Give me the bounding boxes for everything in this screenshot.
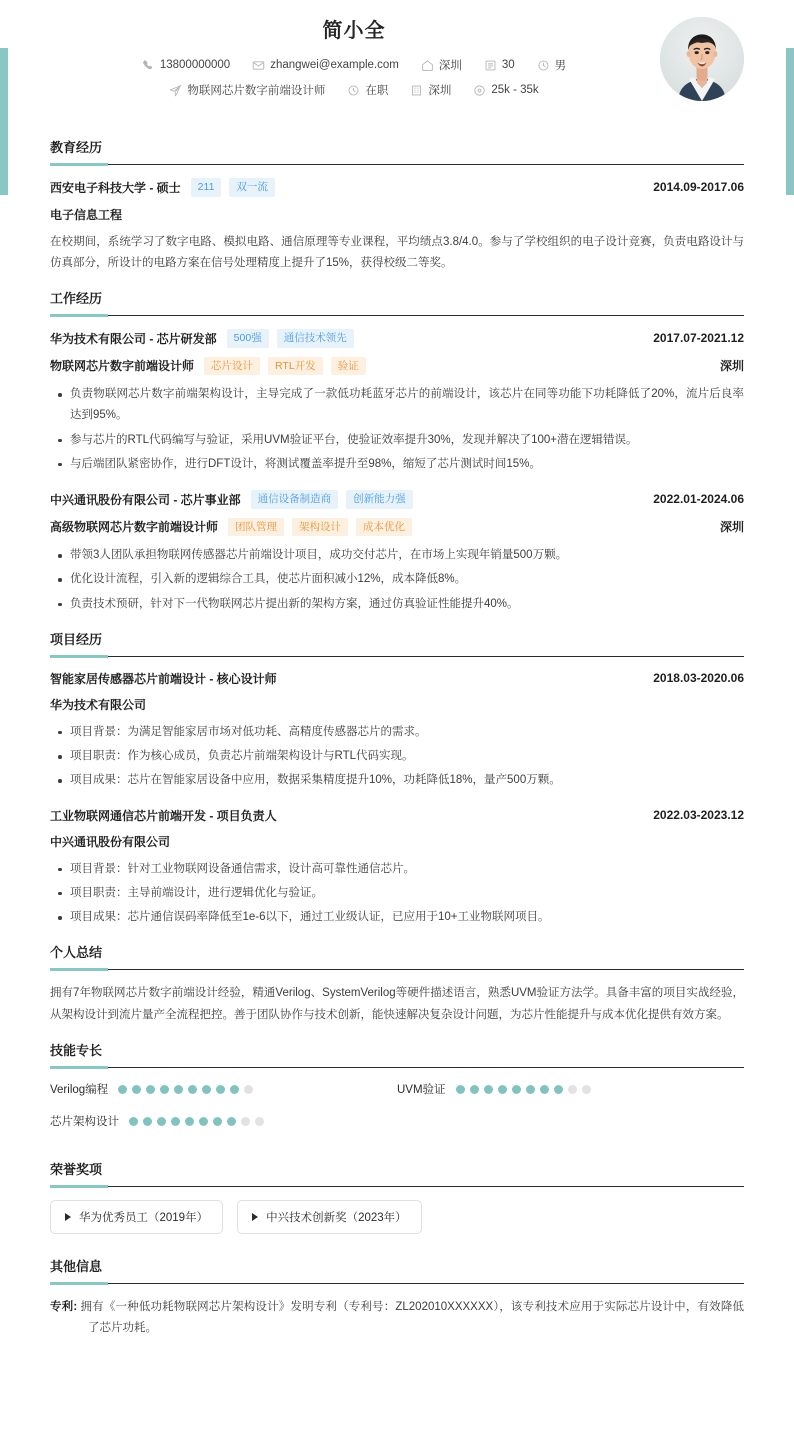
section-header-work xyxy=(50,288,744,316)
section-rule-accent xyxy=(50,1282,108,1285)
work-position: 物联网芯片数字前端设计师 xyxy=(50,359,195,374)
skill-dot-filled xyxy=(498,1085,507,1094)
job-salary-text: 25k - 35k xyxy=(491,84,539,96)
education-entry xyxy=(50,178,744,274)
section-header-skills xyxy=(50,1040,744,1068)
section-honors xyxy=(50,1159,744,1242)
section-education xyxy=(50,137,744,274)
job-city xyxy=(410,82,451,98)
job-info-row xyxy=(50,82,744,98)
section-header-projects xyxy=(50,629,744,657)
skill-dot-filled xyxy=(202,1085,211,1094)
work-position-row xyxy=(50,357,744,376)
section-projects xyxy=(50,629,744,929)
work-position-row xyxy=(50,518,744,537)
skill-dot-filled xyxy=(484,1085,493,1094)
honor-item[interactable] xyxy=(50,1200,223,1234)
project-name: 智能家居传感器芯片前端设计 - 核心设计师 xyxy=(50,671,277,686)
education-date: 2014.09-2017.06 xyxy=(653,180,744,195)
skill-dot-filled xyxy=(512,1085,521,1094)
work-company-tag: 通信技术领先 xyxy=(277,329,354,348)
work-company-tag: 通信设备制造商 xyxy=(251,490,339,509)
work-bullet: 负责技术预研，针对下一代物联网芯片提出新的架构方案，通过仿真验证性能提升40%。 xyxy=(50,594,744,615)
honor-label: 华为优秀员工（2019年） xyxy=(79,1212,209,1225)
work-bullet: 优化设计流程，引入新的逻辑综合工具，使芯片面积减小12%，成本降低8%。 xyxy=(50,569,744,590)
section-rule xyxy=(50,164,744,165)
skill-dot-filled xyxy=(188,1085,197,1094)
project-bullet: 项目背景：为满足智能家居市场对低功耗、高精度传感器芯片的需求。 xyxy=(50,722,744,743)
work-entry xyxy=(50,329,744,475)
project-company: 中兴通讯股份有限公司 xyxy=(50,834,171,849)
honors-list xyxy=(50,1200,744,1242)
skill-rating xyxy=(118,1085,258,1094)
section-rule-accent xyxy=(50,314,108,317)
skill-dot-filled xyxy=(132,1085,141,1094)
section-rule xyxy=(50,656,744,657)
job-target-position-text: 物联网芯片数字前端设计师 xyxy=(187,85,326,97)
section-rule xyxy=(50,1067,744,1068)
work-bullet: 带领3人团队承担物联网传感器芯片前端设计项目，成功交付芯片，在市场上实现年销量500万颗。 xyxy=(50,545,744,566)
other-patent-text: 拥有《一种低功耗物联网芯片架构设计》发明专利（专利号：ZL202010XXXXXX），该专利技术应用于实际芯片设计中，有效降低了芯片功耗。 xyxy=(80,1301,744,1335)
project-bullets xyxy=(50,859,744,929)
work-location: 深圳 xyxy=(719,359,744,374)
work-position-tag: 芯片设计 xyxy=(204,357,260,376)
contact-city xyxy=(421,57,462,73)
project-bullet: 项目职责：作为核心成员，负责芯片前端架构设计与RTL代码实现。 xyxy=(50,746,744,767)
skill-dot-empty xyxy=(582,1085,591,1094)
contact-gender-text: 男 xyxy=(554,60,567,72)
skill-dot-filled xyxy=(230,1085,239,1094)
section-title-education: 教育经历 xyxy=(50,140,103,155)
skill-dot-filled xyxy=(160,1085,169,1094)
section-rule xyxy=(50,315,744,316)
work-date: 2017.07-2021.12 xyxy=(653,331,744,346)
section-header-honors xyxy=(50,1159,744,1187)
contact-row xyxy=(50,57,744,73)
project-title-row xyxy=(50,807,744,824)
work-company: 华为技术有限公司 - 芯片研发部 xyxy=(50,331,217,346)
work-position: 高级物联网芯片数字前端设计师 xyxy=(50,520,219,535)
skill-dot-filled xyxy=(157,1117,166,1126)
section-rule-accent xyxy=(50,1066,108,1069)
work-position-tag: 架构设计 xyxy=(292,518,348,537)
skill-dot-filled xyxy=(540,1085,549,1094)
work-bullet: 参与芯片的RTL代码编写与验证，采用UVM验证平台，使验证效率提升30%，发现并解决了100+潜在逻辑错误。 xyxy=(50,430,744,451)
contact-city-text: 深圳 xyxy=(438,60,462,72)
skill-dot-filled xyxy=(146,1085,155,1094)
work-company-row xyxy=(50,329,744,348)
work-position-tag: RTL开发 xyxy=(268,357,323,376)
avatar xyxy=(660,17,744,101)
skill-dot-filled xyxy=(554,1085,563,1094)
section-rule-accent xyxy=(50,655,108,658)
section-title-skills: 技能专长 xyxy=(50,1043,103,1059)
contact-age xyxy=(484,59,515,72)
section-work xyxy=(50,288,744,615)
section-header-summary xyxy=(50,942,744,970)
contact-email xyxy=(252,59,399,72)
education-tag: 双一流 xyxy=(229,178,275,197)
work-date: 2022.01-2024.06 xyxy=(653,492,744,507)
section-rule xyxy=(50,1186,744,1187)
skill-item xyxy=(397,1081,744,1097)
other-patent-label: 专利: xyxy=(50,1301,78,1314)
section-title-summary: 个人总结 xyxy=(50,945,103,961)
skill-dot-empty xyxy=(255,1117,264,1126)
skill-item xyxy=(50,1113,397,1129)
skill-dot-empty xyxy=(244,1085,253,1094)
work-company-tag: 500强 xyxy=(227,329,269,348)
resume-header xyxy=(50,0,744,123)
skill-dot-empty xyxy=(241,1117,250,1126)
work-company-row xyxy=(50,490,744,509)
section-header-education xyxy=(50,137,744,165)
skill-dot-filled xyxy=(129,1117,138,1126)
other-patent-line xyxy=(50,1297,744,1340)
contact-email-text: zhangwei@example.com xyxy=(270,59,399,71)
work-company-tag: 创新能力强 xyxy=(346,490,413,509)
skill-dot-filled xyxy=(174,1085,183,1094)
skill-dot-filled xyxy=(185,1117,194,1126)
play-triangle-icon xyxy=(65,1213,71,1221)
education-tag: 211 xyxy=(191,178,222,197)
summary-text: 拥有7年物联网芯片数字前端设计经验，精通Verilog、SystemVerilog等硬件描述语言，熟悉UVM验证方法学。具备丰富的项目实战经验，从架构设计到流片量产全流程把控。善于团队协作与技术创新，能快速解决复杂设计问题，为芯片性能提升与成本优化提供有效方案。 xyxy=(50,987,744,1021)
project-title-row xyxy=(50,670,744,687)
section-header-other xyxy=(50,1256,744,1284)
project-bullet: 项目背景：针对工业物联网设备通信需求，设计高可靠性通信芯片。 xyxy=(50,859,744,880)
section-rule-accent xyxy=(50,968,108,971)
education-description: 在校期间，系统学习了数字电路、模拟电路、通信原理等专业课程，平均绩点3.8/4.0。参与了学校组织的电子设计竞赛，负责电路设计与仿真部分，所设计的电路方案在信号处理精度上提升了15%，获得校级二等奖。 xyxy=(50,235,744,269)
home-icon xyxy=(421,59,434,72)
skill-dot-filled xyxy=(456,1085,465,1094)
job-salary xyxy=(473,84,538,97)
job-status-text: 在职 xyxy=(365,85,389,97)
section-summary xyxy=(50,942,744,1026)
gender-icon xyxy=(537,59,550,72)
skill-dot-empty xyxy=(568,1085,577,1094)
skill-item xyxy=(50,1081,397,1097)
section-skills xyxy=(50,1040,744,1145)
play-triangle-icon xyxy=(252,1213,258,1221)
section-title-honors: 荣誉奖项 xyxy=(50,1162,103,1178)
work-bullets xyxy=(50,384,744,475)
skill-label: 芯片架构设计 xyxy=(50,1116,119,1129)
skill-rating xyxy=(129,1117,269,1126)
phone-icon xyxy=(142,59,155,72)
work-company: 中兴通讯股份有限公司 - 芯片事业部 xyxy=(50,492,241,507)
skill-dot-filled xyxy=(171,1117,180,1126)
mail-icon xyxy=(252,59,265,72)
contact-age-text: 30 xyxy=(501,59,515,71)
education-school: 西安电子科技大学 - 硕士 xyxy=(50,180,181,195)
work-position-tag: 团队管理 xyxy=(228,518,284,537)
skills-grid xyxy=(50,1081,744,1145)
skill-dot-filled xyxy=(216,1085,225,1094)
skill-dot-filled xyxy=(526,1085,535,1094)
section-title-projects: 项目经历 xyxy=(50,631,103,647)
education-major: 电子信息工程 xyxy=(50,207,123,222)
skill-dot-filled xyxy=(470,1085,479,1094)
project-bullet: 项目职责：主导前端设计，进行逻辑优化与验证。 xyxy=(50,883,744,904)
skill-dot-filled xyxy=(199,1117,208,1126)
section-rule-accent xyxy=(50,1185,108,1188)
skill-label: Verilog编程 xyxy=(50,1084,109,1097)
contact-phone-text: 13800000000 xyxy=(159,59,231,71)
work-entry xyxy=(50,490,744,615)
skill-label: UVM验证 xyxy=(397,1084,446,1097)
section-title-other: 其他信息 xyxy=(50,1259,103,1275)
skill-dot-filled xyxy=(118,1085,127,1094)
education-entry-row xyxy=(50,178,744,197)
contact-phone xyxy=(142,59,230,72)
coin-icon xyxy=(473,84,486,97)
skill-rating xyxy=(456,1085,596,1094)
work-bullet: 与后端团队紧密协作，进行DFT设计，将测试覆盖率提升至98%，缩短了芯片测试时间15%。 xyxy=(50,454,744,475)
skill-dot-filled xyxy=(213,1117,222,1126)
section-rule-accent xyxy=(50,163,108,166)
work-position-tag: 验证 xyxy=(331,357,366,376)
paper-plane-icon xyxy=(169,84,182,97)
building-icon xyxy=(410,84,423,97)
section-rule xyxy=(50,969,744,970)
project-bullet: 项目成果：芯片在智能家居设备中应用，数据采集精度提升10%，功耗降低18%，量产500万颗。 xyxy=(50,770,744,791)
section-rule xyxy=(50,1283,744,1284)
honor-label: 中兴技术创新奖（2023年） xyxy=(266,1212,407,1225)
honor-item[interactable] xyxy=(237,1200,422,1234)
section-other xyxy=(50,1256,744,1340)
id-card-icon xyxy=(484,59,497,72)
status-icon xyxy=(347,84,360,97)
job-city-text: 深圳 xyxy=(428,85,452,97)
work-bullet: 负责物联网芯片数字前端架构设计，主导完成了一款低功耗蓝牙芯片的前端设计，该芯片在同等功能下功耗降低了20%，流片后良率达到95%。 xyxy=(50,384,744,427)
work-bullets xyxy=(50,545,744,615)
job-status xyxy=(347,82,388,98)
project-name: 工业物联网通信芯片前端开发 - 项目负责人 xyxy=(50,808,277,823)
project-date: 2022.03-2023.12 xyxy=(653,808,744,823)
project-entry xyxy=(50,670,744,792)
work-location: 深圳 xyxy=(719,520,744,535)
project-company: 华为技术有限公司 xyxy=(50,697,147,712)
work-position-tag: 成本优化 xyxy=(356,518,412,537)
job-target-position xyxy=(169,82,325,98)
project-date: 2018.03-2020.06 xyxy=(653,671,744,686)
contact-gender xyxy=(537,57,567,73)
page-title: 简小全 xyxy=(322,20,386,42)
project-bullet: 项目成果：芯片通信误码率降低至1e-6以下，通过工业级认证，已应用于10+工业物联网项目。 xyxy=(50,907,744,928)
project-bullets xyxy=(50,722,744,792)
section-title-work: 工作经历 xyxy=(50,291,103,307)
project-entry xyxy=(50,807,744,929)
skill-dot-filled xyxy=(227,1117,236,1126)
skill-dot-filled xyxy=(143,1117,152,1126)
